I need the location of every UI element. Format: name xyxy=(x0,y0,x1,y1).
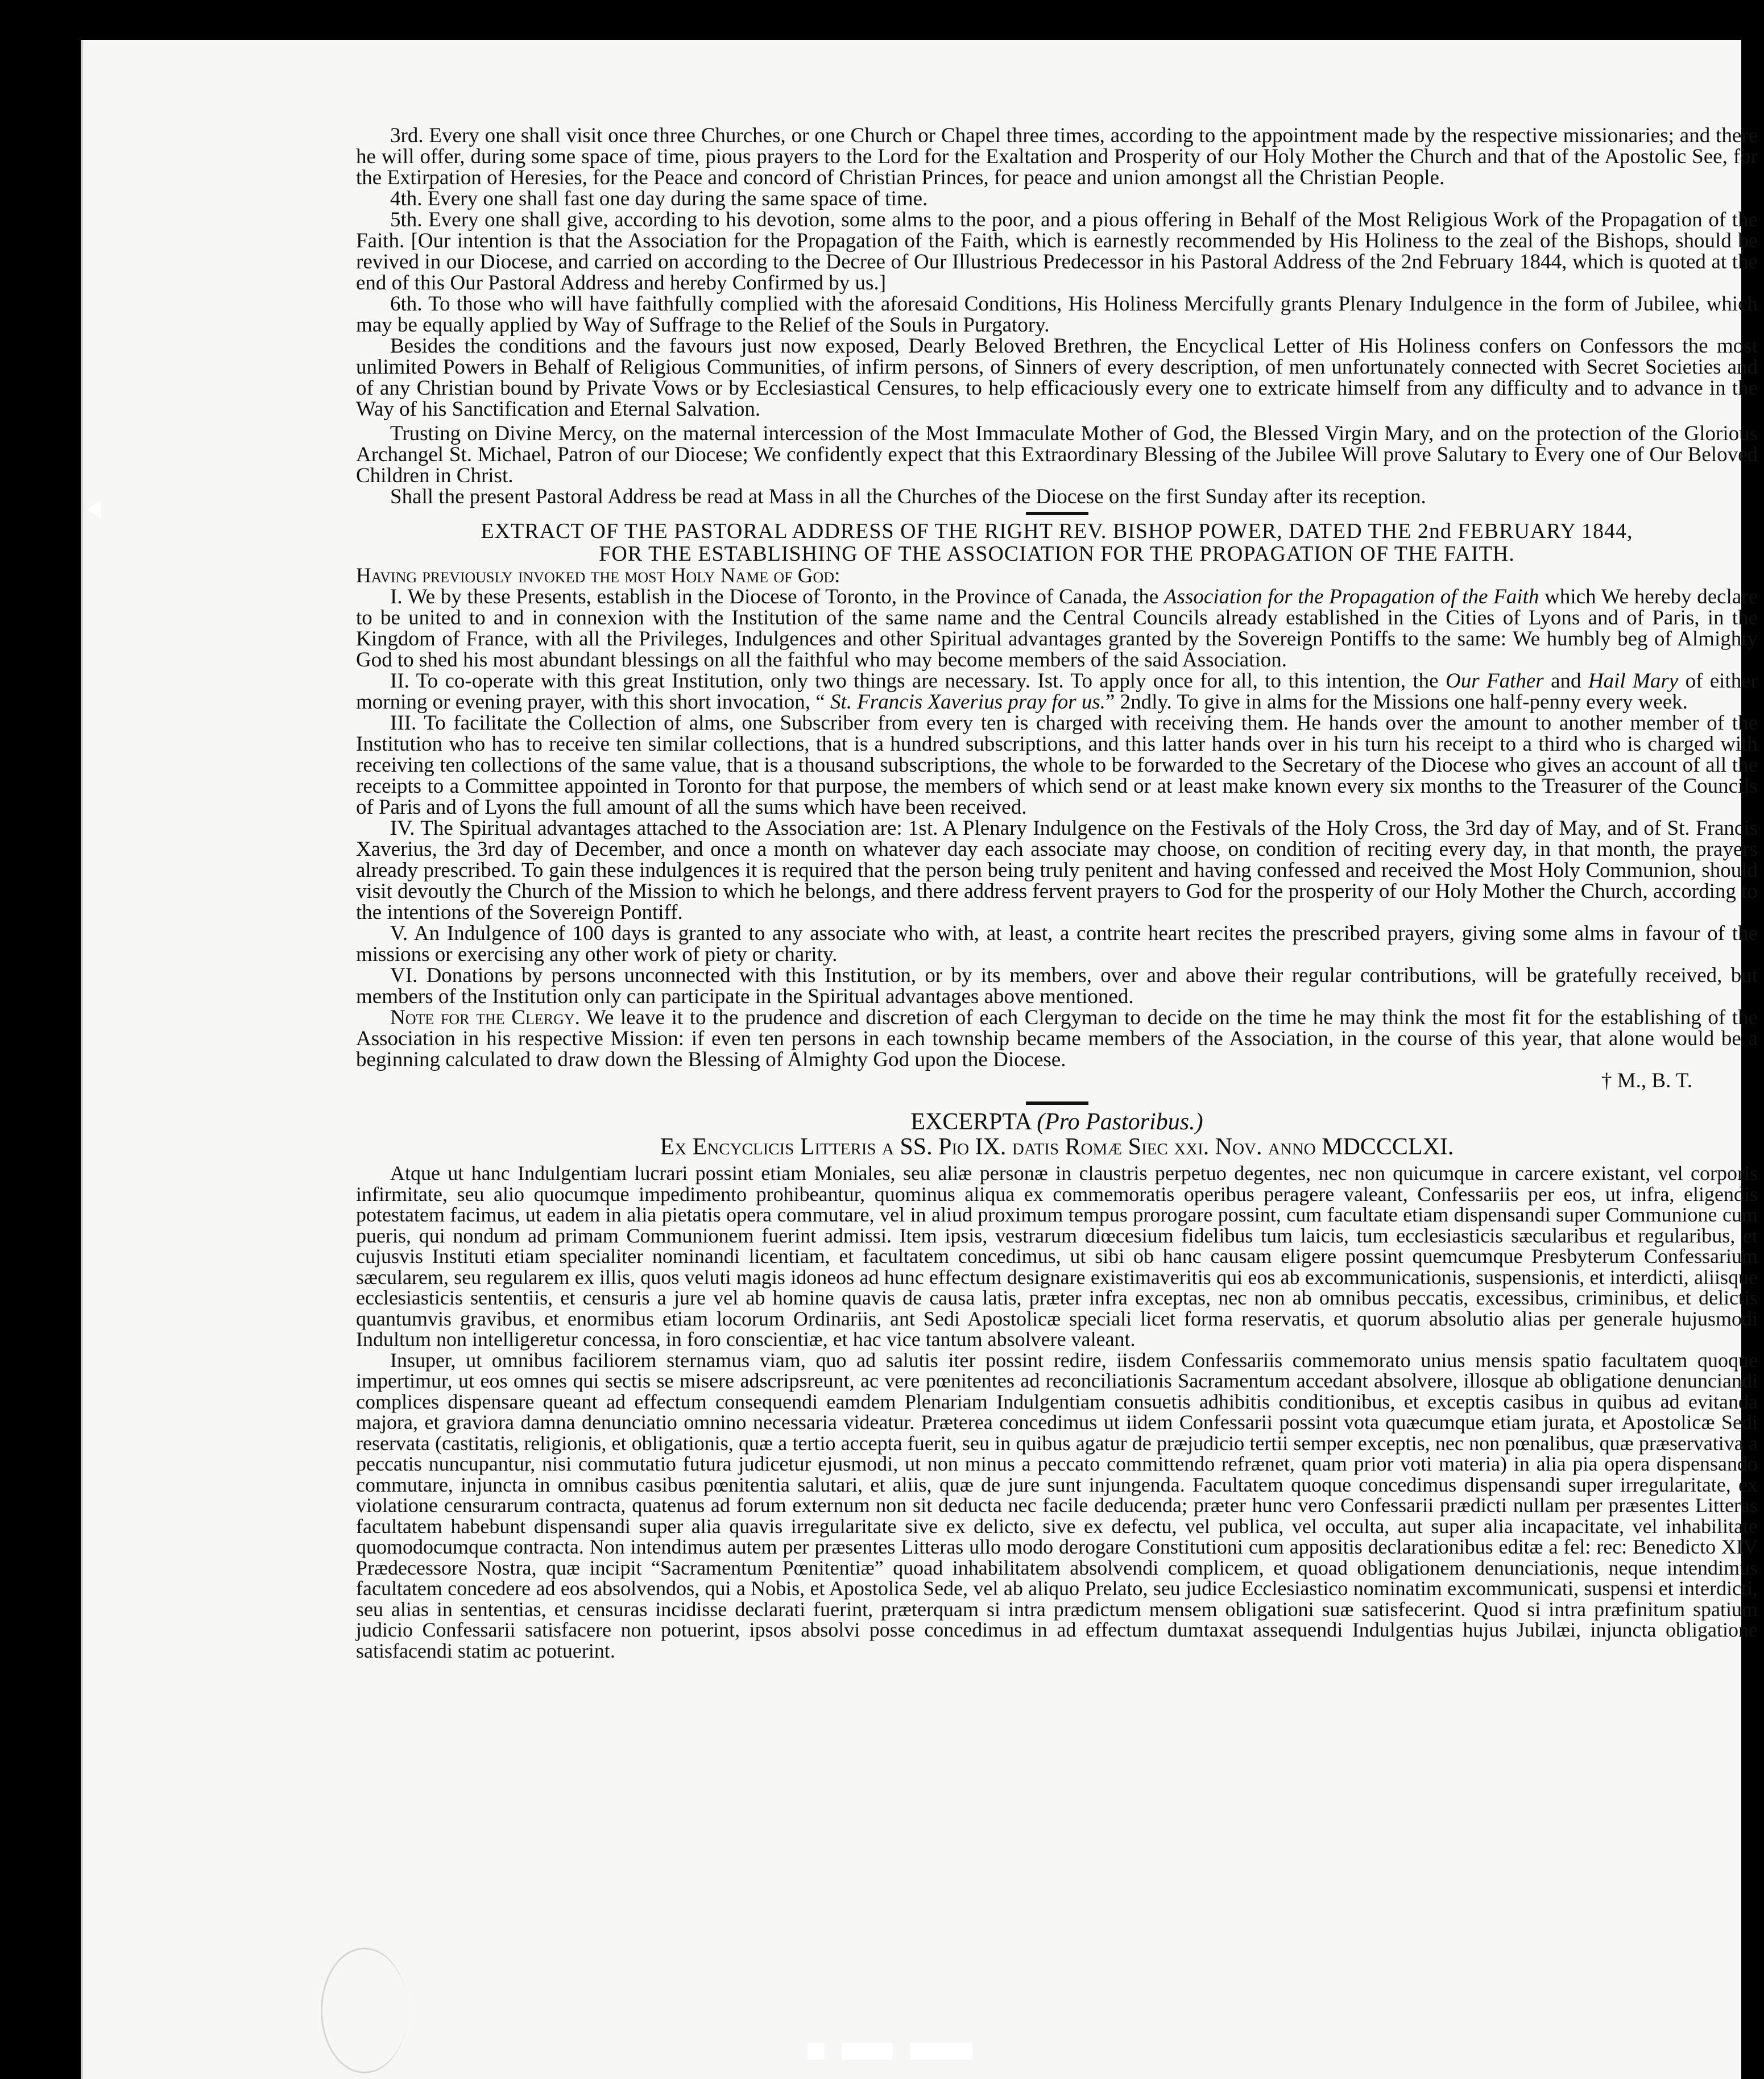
paragraph-sixth: 6th. To those who will have faithfully complied with the aforesaid Conditions, His Holiness Mercifully grants Plenary Indulgence in the form of Jubilee, which may be equally applied by Way of Suffrage to the Relief of the Souls in Purgatory. xyxy=(356,292,1758,337)
article-1-emphasis: Association for the Propagation of the Faith xyxy=(1164,585,1539,608)
invocation-line: Having previously invoked the most Holy Name of God: xyxy=(356,564,840,587)
excerpta-title-text: EXCERPTA xyxy=(910,1109,1031,1135)
paragraph-besides: Besides the conditions and the favours just now exposed, Dearly Beloved Brethren, the Encyclical Letter of His Holiness confers on Confessors the most unlimited Powers in Behalf of Religious Communities, of infirm persons, of Sinners of every description, of men unfortunately connected with Secret Societies and of any Christian bound by Private Vows or by Ecclesiastical Censures, to help efficaciously every one to extricate himself from any difficulty and to advance in the Way of his Sanctification and Eternal Salvation. xyxy=(356,334,1758,421)
scan-mark xyxy=(808,2043,825,2060)
note-text: We leave it to the prudence and discretion of each Clergyman to decide on the time he may think the most fit for the establishing of the Association in his respective Mission: if even ten persons in each township became members of the Association, in the course of this year, that alone would be a beginning calculated to draw down the Blessing of Almighty God upon the Diocese. xyxy=(356,1006,1758,1071)
paragraph-fifth: 5th. Every one shall give, according to his devotion, some alms to the poor, and a pious offering in Behalf of the Most Religious Work of the Propagation of the Faith. [Our intention is that the Association for the Propagation of the Faith, which is earnestly recommended by His Holiness to the zeal of the Bishops, should be revived in our Diocese, and carried on according to the Decree of Our Illustrious Predecessor in his Pastoral Address of the 2nd February 1844, which is quoted at the end of this Our Pastoral Address and hereby Confirmed by us.] xyxy=(356,208,1758,295)
excerpta-paragraph-1: Atque ut hanc Indulgentiam lucrari possint etiam Moniales, seu aliæ personæ in claustris perpetuo degentes, nec non quicumque in carcere existant, vel corporis infirmitate, seu alio quocumque impedimento prohibeantur, quominus aliqua ex commemoratis operibus peragere valeant, Confessariis per eos, ut infra, eligendis potestatem facimus, ut eadem in alia pietatis opera commutare, vel in aliud proximum tempus prorogare possint, cum facultate etiam dispensandi super Communione cum pueris, qui nondum ad primam Communionem fuerint admissi. Item ipsis, vestrarum diœcesium fidelibus tum laicis, tum ecclesiasticis sæcularibus et regularibus, et cujusvis Instituti etiam specialiter nominandi licentiam, et facultatem concedimus, ut sibi ob hanc causam eligere possint quemcumque Presbyterum Confessarium sæcularem, seu regularem ex illis, quos veluti magis idoneos ad hunc effectum designare existimaveritis qui eos ab excommunicationis, suspensionis, et interdicti, aliisque ecclesiasticis sententiis, et censuris a jure vel ab homine quavis de causa latis, præter infra exceptas, nec non ab omnibus peccatis, excessibus, criminibus, et delictis quantumvis gravibus, et enormibus etiam locorum Ordinariis, ant Sedi Apostolicæ speciali licet forma reservatis, et quorum absolutio alias per generale hujusmodi Indultum non intelligeretur concessa, in foro conscientiæ, et hac vice tantum absolvere valeant. xyxy=(356,1162,1758,1351)
paragraph-fourth: 4th. Every one shall fast one day during the same space of time. xyxy=(390,187,928,210)
signature: † M., B. T. xyxy=(1601,1069,1692,1092)
margin-arrow-icon xyxy=(86,500,101,519)
extract-article-5: V. An Indulgence of 100 days is granted to any associate who with, at least, a contrite heart recites the prescribed prayers, giving some alms in favour of the missions or exercising any other work of piety or charity. xyxy=(356,922,1758,966)
document-page xyxy=(81,40,1758,2079)
extract-article-2 xyxy=(356,670,1758,713)
page-content xyxy=(356,125,1758,1661)
article-1-text-b: which We hereby declare to be united to and in connexion with the Institution of the same name and the Central Councils already established in the Cities of Lyons and of Paris, in the Kingdom of France, with all the Privileges, Indulgences and other Spiritual advantages granted by the Sovereign Pontiffs to the same: We humbly beg of Almighty God to shed his most abundant blessings on all the faithful who may become members of the said Association. xyxy=(356,585,1758,672)
section-divider xyxy=(1026,512,1088,515)
extract-article-4: IV. The Spiritual advantages attached to the Association are: 1st. A Plenary Indulgence on the Festivals of the Holy Cross, the 3rd day of May, and of St. Francis Xaverius, the 3rd day of December, and once a month on whatever day each associate may choose, on condition of reciting every day, in that month, the prayers already prescribed. To gain these indulgences it is required that the person being truly penitent and having confessed and received the Most Holy Communion, should visit devoutly the Church of the Mission to which he belongs, and there address fervent prayers to God for the prosperity of our Holy Mother the Church, according to the intentions of the Sovereign Pontiff. xyxy=(356,817,1758,924)
article-2-text-c: of either morning or evening prayer, with this short invocation, “ xyxy=(356,669,1758,714)
article-1-text-a: I. We by these Presents, establish in the Diocese of Toronto, in the Province of Canada, the xyxy=(390,585,1165,608)
article-2-text-b: and xyxy=(1543,669,1588,693)
excerpta-title-emphasis: (Pro Pastoribus.) xyxy=(1037,1109,1203,1135)
extract-heading-line1: EXTRACT OF THE PASTORAL ADDRESS OF THE RIGHT REV. BISHOP POWER, DATED THE 2nd FEBRUARY 1844, xyxy=(481,519,1633,543)
scan-mark xyxy=(910,2043,972,2060)
extract-article-3: III. To facilitate the Collection of alms, one Subscriber from every ten is charged with receiving them. He hands over the amount to another member of the Institution who has to receive ten similar collections, that is a hundred subscriptions, and this latter hands over in his turn his receipt to a third who is charged with receiving ten collections of the same value, that is a thousand subscriptions, the whole to be forwarded to the Secretary of the Diocese who gives an account of all the receipts to a Committee appointed in Toronto for that purpose, the members of which send or at least make known every six months to the Treasurer of the Councils of Paris and of Lyons the full amount of all the sums which have been received. xyxy=(356,711,1758,819)
article-2-invocation: St. Francis Xaverius pray for us. xyxy=(830,690,1105,714)
excerpta-paragraph-2: Insuper, ut omnibus faciliorem sternamus viam, quo ad salutis iter possint redire, iisdem Confessariis commemorato unius mensis spatio facultatem quoque impertimur, ut eos omnes qui sectis se misere adscripsreunt, ac vere pœnitentes ad reconciliationis Sacramentum accedant absolvere, illosque ab obligatione denunciandi complices dispensare queant ad effectum consequendi eamdem Plenariam Indulgentiam consuetis adhibitis conditionibus, et exceptis casibus in quibus ad evitanda majora, et graviora damna denunciatio omnino necessaria videatur. Præterea concedimus ut iidem Confessarii possint vota quæcumque etiam jurata, et Apostolicæ Sedi reservata (castitatis, religionis, et obligationis, quæ a tertio accepta fuerit, seu in quibus agatur de præjudicio tertii semper exceptis, nec non pœnalibus, quæ præservativa a peccatis nuncupantur, nisi commutatio futura judicetur ejusmodi, ut non minus a peccato committendo refrænet, quam prior voti materia) in alia pia opera dispensando commutare, injuncta in omnibus casibus pœnitentia salutari, et aliis, quæ de jure sunt injungenda. Facultatem quoque concedimus dispensandi super irregularitate, ex violatione censurarum contracta, quatenus ad forum externum non sit deducta nec facile deducenda; præter hunc vero Confessarii prædicti nullam per præsentes Litteras facultatem habebunt dispensandi super alia quavis irregularitate sive ex delicto, sive ex defectu, vel publica, vel occulta, aut super alia incapacitate, vel inhabilitate quomodocumque contracta. Non intendimus autem per præsentes Litteras ullo modo derogare Constitutioni cum appositis declarationibus editæ a fel: rec: Benedicto XIV Prædecessore Nostra, quæ incipit “Sacramentum Pœnitentiæ” quoad inhabilitatem absolvendi complicem, et quoad obligationem denunciationis, neque intendimus facultatem concedere ad eos absolvendos, qui a Nobis, et Apostolica Sede, vel ab aliquo Prelato, seu judice Ecclesiastico nominatim excommunicati, suspensi et interdicti, seu alias in sententias, et censuras incidisse declarati fuerint, præterquam si intra prædictum mensem obligationi suæ satisfecerint. Quod si intra præfinitum spatium judicio Confessarii satisfacere non potuerint, ipsos absolvi posse concedimus in ad effectum dumtaxat assequendi Indulgentias hujus Jubilæi, injuncta obligatione satisfacendi statim ac potuerint. xyxy=(356,1348,1758,1662)
note-label: Note for the Clergy. xyxy=(390,1006,580,1029)
paragraph-third: 3rd. Every one shall visit once three Churches, or one Church or Chapel three times, according to the appointment made by the respective missionaries; and there he will offer, during some space of time, pious prayers to the Lord for the Exaltation and Prosperity of our Holy Mother the Church and that of the Apostolic See, for the Extirpation of Heresies, for the Peace and concord of Christian Princes, for peace and union amongst all the Christian People. xyxy=(356,124,1758,189)
article-2-text-a: II. To co-operate with this great Institution, only two things are necessary. Ist. To apply once for all, to this intention, the xyxy=(390,669,1446,693)
paragraph-reading: Shall the present Pastoral Address be read at Mass in all the Churches of the Diocese on the first Sunday after its reception. xyxy=(390,485,1426,508)
excerpta-divider xyxy=(1026,1101,1088,1105)
library-stamp xyxy=(321,1948,408,2073)
extract-heading-line2: FOR THE ESTABLISHING OF THE ASSOCIATION FOR THE PROPAGATION OF THE FAITH. xyxy=(599,542,1515,566)
excerpta-subtitle: Ex Encyclicis Litteris a SS. Pio IX. datis Romæ Siec xxi. Nov. anno MDCCCLXI. xyxy=(660,1134,1454,1160)
article-2-hail-mary: Hail Mary xyxy=(1588,669,1679,693)
extract-article-6: VI. Donations by persons unconnected with this Institution, or by its members, over and above their regular contributions, will be gratefully received, but members of the Institution only can participate in the Spiritual advantages above mentioned. xyxy=(356,964,1758,1008)
excerpta-title xyxy=(356,1109,1758,1134)
paragraph-trusting: Trusting on Divine Mercy, on the maternal intercession of the Most Immaculate Mother of God, the Blessed Virgin Mary, and on the protection of the Glorious Archangel St. Michael, Patron of our Diocese; We confidently expect that this Extraordinary Blessing of the Jubilee Will prove Salutary to Every one of Our Beloved Children in Christ. xyxy=(356,422,1758,487)
extract-article-1 xyxy=(356,586,1758,670)
article-2-our-father: Our Father xyxy=(1445,669,1544,693)
note-for-clergy xyxy=(356,1007,1758,1070)
scan-mark xyxy=(842,2043,893,2060)
article-2-text-d: ” 2ndly. To give in alms for the Missions one half-penny every week. xyxy=(1105,690,1688,714)
